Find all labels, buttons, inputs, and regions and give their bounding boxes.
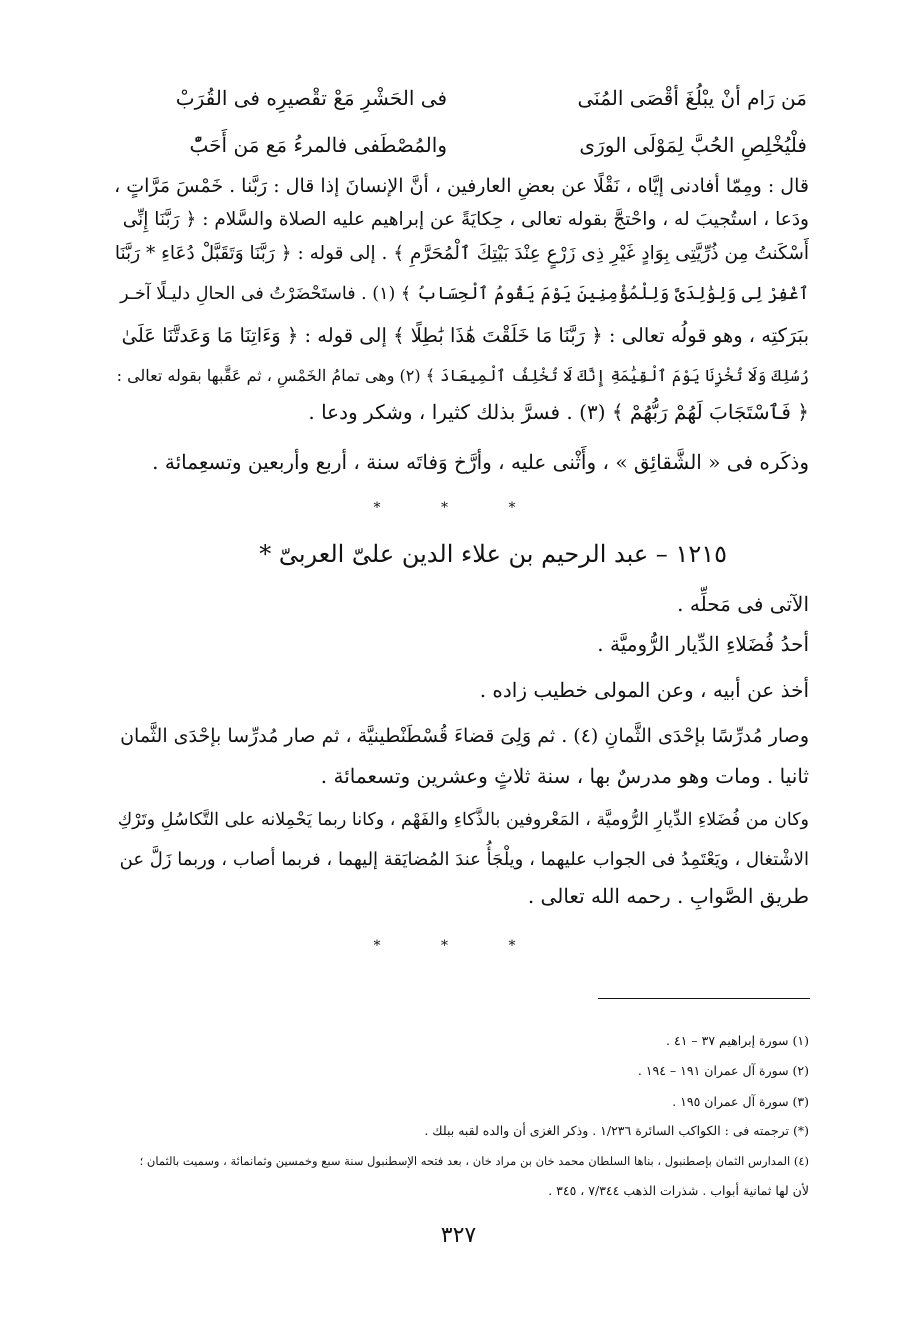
para3-line: وصار مُدرِّسًا بإحْدَى الثَّمانِ (٤) . ثم وَلِىَ قضاءَ قُسْطَنْطينيَّة ، ثم صار مُدرِّسا بإحْدَى الثَّمان — [120, 725, 809, 747]
footnote: (*) ترجمته فى : الكواكب السائرة ١/٢٣٦ . وذكر الغزى أن والده لقبه ببلك . — [424, 1123, 809, 1138]
entry-line: أحدُ فُضَلاءِ الدِّيار الرُّوميَّة . — [597, 632, 809, 656]
verse-1-left: فى الحَشْرِ مَعْ تقْصيرِه فى القُرَبْ — [175, 86, 447, 110]
verse-1-right: مَن رَام أنْ يبْلُغَ أقْصَى المُنَى — [577, 86, 807, 110]
para2-line: وذكَره فى « الشَّقائِق » ، وأَثْنى عليه ، وأرَّخ وَفاتَه سنة ، أربع وأربعين وتسعِمائة . — [152, 450, 809, 474]
page-number: ٣٢٧ — [440, 1223, 477, 1248]
para4-line: وكان من فُضَلاءِ الدِّيارِ الرُّوميَّة ، المَعْروفين بالذَّكاءِ والفَهْم ، وكانا ربما يَحْمِلانه على التَّكاسُلِ وتَرْكِ — [117, 810, 809, 830]
para1-line: أَسْكَنتُ مِن ذُرِّيَّتِى بِوَادٍ غَيْرِ ذِى زَرْعٍ عِنْدَ بَيْتِكَ ٱلْمُحَرَّمِ ﴾ . إلى قوله : ﴿ رَبَّنَا وَتَقَبَّلْ دُعَاءِ * رَبَّنَا — [114, 243, 809, 264]
para1-line: ودَعا ، استُجيبَ له ، واحْتجَّ بقوله تعالى ، حِكايَةً عن إبراهيم عليه الصلاة والسَّلام : ﴿ رَبَّنَا إِنِّى — [122, 209, 809, 230]
para1-line: ٱغْفِرْ لِى وَلِوَٰلِدَىَّ وَلِلْمُؤْمِنِينَ يَوْمَ يَقُومُ ٱلْحِسَابُ ﴾ (١) . فاستَحْضَرْتُ فى الحالِ دليـلًا آخـر — [120, 284, 809, 304]
footnote: (٤) المدارس الثمان بإصطنبول ، بناها السلطان محمد خان بن مراد خان ، بعد فتحه الإسطنبول سنة سبع وخمسين وثمانمائة ، وسميت بالثمان ؛ — [139, 1154, 809, 1168]
footnote: لأن لها ثمانية أبواب . شذرات الذهب ٧/٣٤٤ ، ٣٤٥ . — [548, 1183, 809, 1198]
para1-line: ﴿ فَٱسْتَجَابَ لَهُمْ رَبُّهُمْ ﴾ (٣) . فسرَّ بذلك كثيرا ، وشكر ودعا . — [308, 400, 809, 424]
section-separator: * * * — [373, 938, 544, 954]
para1-line: رُسُلِكَ وَلَا تُخْزِنَا يَوْمَ ٱلْقِيَٰمَةِ إِنَّكَ لَا تُخْلِفُ ٱلْمِيعَادَ ﴾ (٢) وهى تمامُ الخَمْسِ ، ثم عَقَّبها بقوله تعالى : — [116, 366, 809, 385]
para1-line: قال : ومِمّا أفادنى إيَّاه ، نَقْلًا عن بعضِ العارفين ، أنَّ الإنسانَ إذا قال : رَبَّنا . خَمْسَ مَرَّاتٍ ، — [114, 175, 809, 197]
section-separator: * * * — [373, 500, 544, 516]
entry-title: ١٢١٥ – عبد الرحيم بن علاء الدين علىّ العربىّ * — [259, 540, 727, 568]
footnote: (١) سورة إبراهيم ٣٧ – ٤١ . — [666, 1033, 809, 1048]
entry-line: أخذ عن أبيه ، وعن المولى خطيب زاده . — [479, 678, 809, 702]
footnote: (٣) سورة آل عمران ١٩٥ . — [672, 1094, 809, 1109]
para4-line: الاشْتغال ، ويَعْتَمِدُ فى الجواب عليهما ، ويلْجَأُ عندَ المُضايَقة إليهما ، فربما أصاب ، وربما زَلَّ عن — [119, 849, 809, 870]
para1-line: ببَرَكتِه ، وهو قولُه تعالى : ﴿ رَبَّنَا مَا خَلَقْتَ هَٰذَا بَٰطِلًا ﴾ إلى قوله : ﴿ وَءَاتِنَا مَا وَعَدتَّنَا عَلَىٰ — [121, 324, 809, 347]
para4-line: طريق الصَّوابِ . رحمه الله تعالى . — [527, 884, 809, 908]
footnote: (٢) سورة آل عمران ١٩١ – ١٩٤ . — [637, 1063, 809, 1078]
verse-2-right: فلْيُخْلِصِ الحُبَّ لِمَوْلَى الورَى — [579, 133, 807, 157]
verse-2-left: والمُصْطَفى فالمرءُ مَع مَن أَحَبّْ — [189, 133, 447, 157]
para3-line: ثانيا . ومات وهو مدرسٌ بها ، سنة ثلاثٍ وعشرين وتسعمائة . — [320, 764, 809, 788]
footnote-divider — [598, 998, 810, 999]
entry-line: الآتى فى مَحلِّه . — [677, 592, 809, 616]
